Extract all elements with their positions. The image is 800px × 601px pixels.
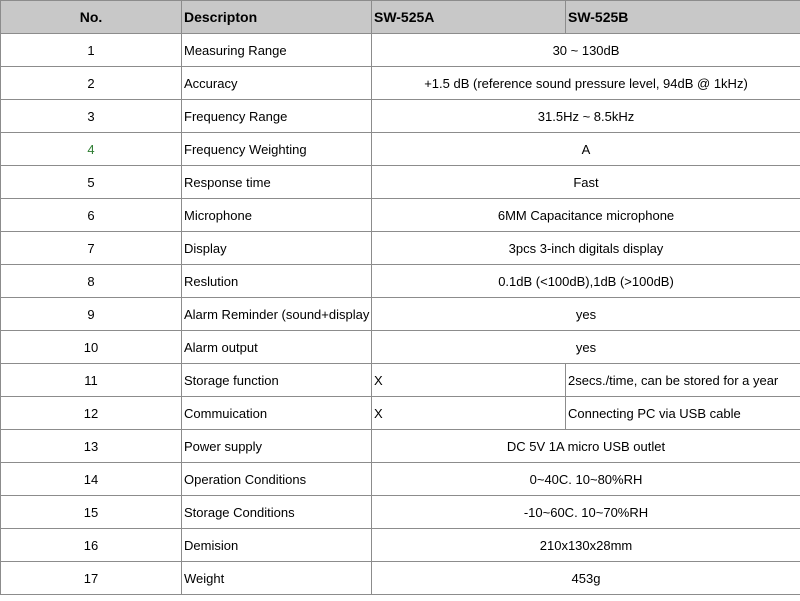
row-number: 4	[1, 133, 182, 166]
row-value: 3pcs 3-inch digitals display	[372, 232, 800, 265]
row-number: 13	[1, 430, 182, 463]
row-description: Frequency Range	[182, 100, 372, 133]
row-number: 7	[1, 232, 182, 265]
table-row	[1, 199, 800, 232]
header-row	[1, 1, 800, 34]
row-description: Frequency Weighting	[182, 133, 372, 166]
row-description: Response time	[182, 166, 372, 199]
row-value-model-a: X	[372, 364, 566, 397]
row-number: 8	[1, 265, 182, 298]
table-row	[1, 133, 800, 166]
row-description: Demision	[182, 529, 372, 562]
row-number: 16	[1, 529, 182, 562]
table-row	[1, 298, 800, 331]
row-value: Fast	[372, 166, 800, 199]
row-value: +1.5 dB (reference sound pressure level, 94dB @ 1kHz)	[372, 67, 800, 100]
row-number: 2	[1, 67, 182, 100]
row-number: 17	[1, 562, 182, 595]
row-description: Operation Conditions	[182, 463, 372, 496]
row-description: Alarm output	[182, 331, 372, 364]
table-header	[1, 1, 800, 34]
row-number: 6	[1, 199, 182, 232]
row-value: yes	[372, 298, 800, 331]
table-row	[1, 100, 800, 133]
row-value: 0~40C. 10~80%RH	[372, 463, 800, 496]
row-value: yes	[372, 331, 800, 364]
row-description: Storage function	[182, 364, 372, 397]
header-model-a: SW-525A	[372, 1, 566, 34]
row-number: 1	[1, 34, 182, 67]
row-description: Alarm Reminder (sound+display	[182, 298, 372, 331]
row-value: 30 ~ 130dB	[372, 34, 800, 67]
row-number: 14	[1, 463, 182, 496]
row-description: Microphone	[182, 199, 372, 232]
table-row	[1, 364, 800, 397]
table-body	[1, 34, 800, 595]
row-number: 10	[1, 331, 182, 364]
row-value: 6MM Capacitance microphone	[372, 199, 800, 232]
row-number: 3	[1, 100, 182, 133]
row-value-model-a: X	[372, 397, 566, 430]
row-description: Weight	[182, 562, 372, 595]
header-model-b: SW-525B	[566, 1, 800, 34]
row-number: 12	[1, 397, 182, 430]
row-value: -10~60C. 10~70%RH	[372, 496, 800, 529]
row-description: Measuring Range	[182, 34, 372, 67]
table-row	[1, 430, 800, 463]
row-value: 453g	[372, 562, 800, 595]
table-row	[1, 67, 800, 100]
table-row	[1, 397, 800, 430]
row-value-model-b: Connecting PC via USB cable	[566, 397, 800, 430]
table-row	[1, 166, 800, 199]
table-row	[1, 529, 800, 562]
table-row	[1, 331, 800, 364]
row-value: 0.1dB (<100dB),1dB (>100dB)	[372, 265, 800, 298]
row-description: Display	[182, 232, 372, 265]
row-number: 15	[1, 496, 182, 529]
row-value: 31.5Hz ~ 8.5kHz	[372, 100, 800, 133]
row-number: 9	[1, 298, 182, 331]
row-value: DC 5V 1A micro USB outlet	[372, 430, 800, 463]
row-number: 5	[1, 166, 182, 199]
header-no: No.	[1, 1, 182, 34]
row-description: Reslution	[182, 265, 372, 298]
row-value: A	[372, 133, 800, 166]
table-row	[1, 562, 800, 595]
table-row	[1, 232, 800, 265]
row-description: Accuracy	[182, 67, 372, 100]
row-description: Power supply	[182, 430, 372, 463]
row-value-model-b: 2secs./time, can be stored for a year	[566, 364, 800, 397]
table-row	[1, 265, 800, 298]
table-row	[1, 463, 800, 496]
row-description: Commuication	[182, 397, 372, 430]
row-value: 210x130x28mm	[372, 529, 800, 562]
table-row	[1, 34, 800, 67]
row-description: Storage Conditions	[182, 496, 372, 529]
header-description: Descripton	[182, 1, 372, 34]
row-number: 11	[1, 364, 182, 397]
table-row	[1, 496, 800, 529]
